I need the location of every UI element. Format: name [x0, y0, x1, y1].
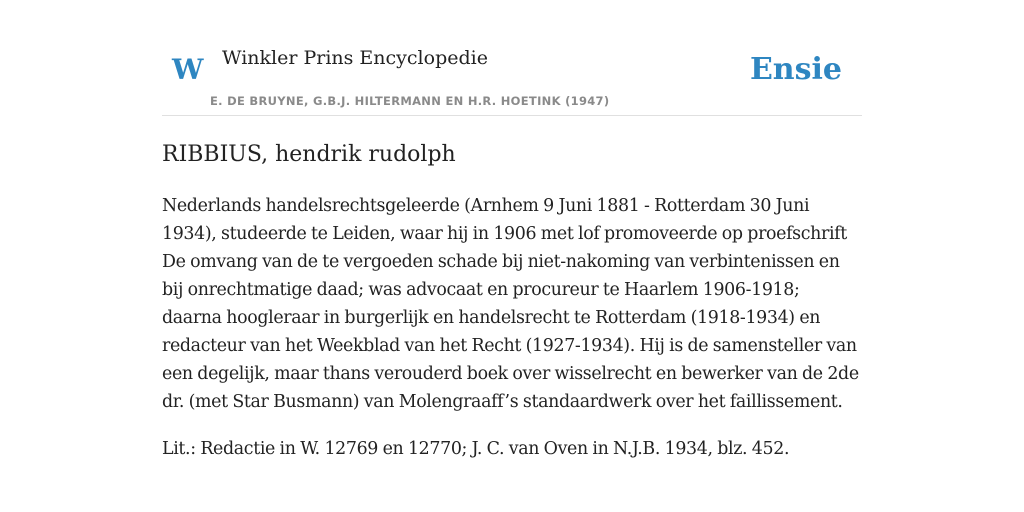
page	[162, 0, 862, 512]
article-body: Nederlands handelsrechtsgeleerde (Arnhem 9 Juni 1881 - Rotterdam 30 Juni 1934), studeerde te Leiden, waar hij in 1906 met lof promoveerde op proefschrift De omvang van de te vergoeden schade bij niet-nakoming van verbintenissen en bij onrechtmatige daad; was advocaat en procureur te Haarlem 1906-1918; daarna hoogleraar in burgerlijk en handelsrecht te Rotterdam (1918-1934) en redacteur van het Weekblad van het Recht (1927-1934). Hij is de samensteller van een degelijk, maar thans verouderd boek over wisselrecht en bewerker van de 2de dr. (met Star Busmann) van Molengraaff’s standaardwerk over het faillissement.	[162, 196, 859, 412]
publication-header	[162, 0, 862, 116]
ensie-brand-logo[interactable]: Ensie	[749, 52, 842, 87]
article-literature: Lit.: Redactie in W. 12769 en 12770; J. C. van Oven in N.J.B. 1934, blz. 452.	[162, 439, 790, 459]
publication-authors: E. DE BRUYNE, G.B.J. HILTERMANN EN H.R. HOETINK (1947)	[210, 94, 610, 108]
publication-logo[interactable]: W	[172, 53, 204, 86]
article-title: RIBBIUS, hendrik rudolph	[162, 142, 456, 167]
publication-title[interactable]: Winkler Prins Encyclopedie	[222, 47, 488, 69]
